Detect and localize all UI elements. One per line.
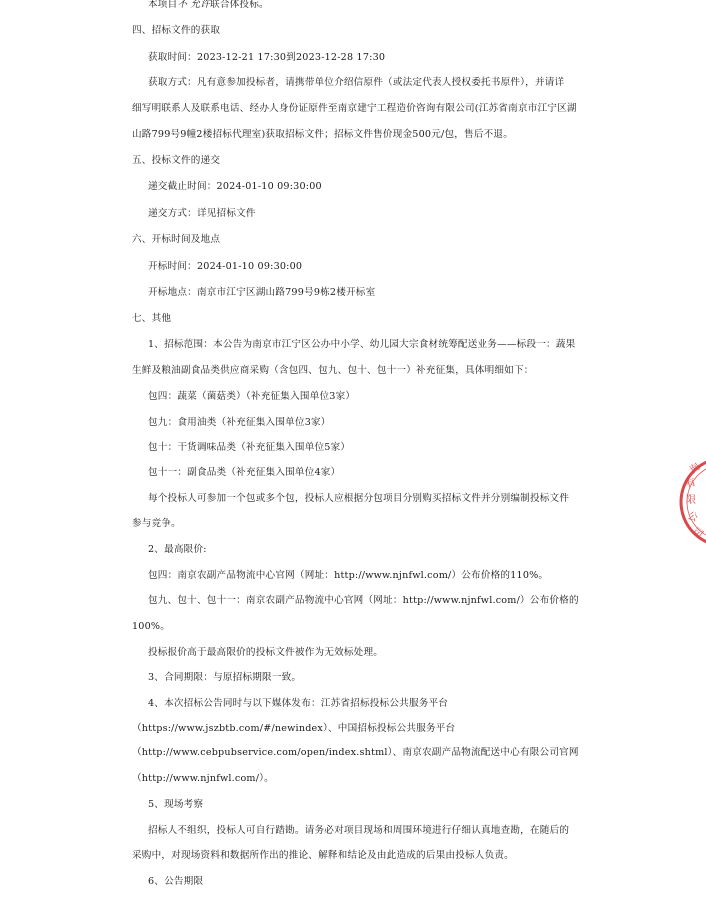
section-4-heading: 四、招标文件的获取 xyxy=(132,25,221,36)
svg-text:公: 公 xyxy=(685,510,700,525)
media-line3: （http://www.cebpubservice.com/open/index.shtml）、南京农副产品物流配送中心有限公司官网 xyxy=(132,747,579,758)
section-7-heading: 七、其他 xyxy=(132,313,172,324)
acquisition-method-line2: 细写明联系人及联系电话、经办人身份证原件至南京建宁工程造价咨询有限公司(江苏省南京市江宁区湖 xyxy=(132,103,577,114)
site-visit-line1: 招标人不组织，投标人可自行踏勘。请务必对项目现场和周围环境进行仔细认真地查勘，在随后的 xyxy=(148,825,570,836)
svg-text:询: 询 xyxy=(687,461,703,477)
package-10: 包十：干货调味品类（补充征集入围单位5家） xyxy=(148,442,351,453)
media-line1: 4、本次招标公告同时与以下媒体发布：江苏省招标投标公共服务平台 xyxy=(148,698,449,709)
package-9: 包九：食用油类（补充征集入围单位3家） xyxy=(148,417,331,428)
media-line4: （http://www.njnfwl.com/）。 xyxy=(132,773,274,784)
site-visit-heading: 5、现场考察 xyxy=(148,799,204,810)
section-6-heading: 六、开标时间及地点 xyxy=(132,234,221,245)
acquisition-time: 获取时间：2023-12-21 17:30到2023-12-28 17:30 xyxy=(148,52,386,63)
contract-term: 3、合同期限：与原招标期限一致。 xyxy=(148,672,302,683)
company-seal-stamp xyxy=(679,452,706,552)
package-4: 包四：蔬菜（菌菇类）（补充征集入围单位3家） xyxy=(148,391,356,402)
bidding-rule-line2: 参与竞争。 xyxy=(132,518,181,529)
opening-time: 开标时间：2024-01-10 09:30:00 xyxy=(148,261,303,272)
scope-line1: 1、招标范围：本公告为南京市江宁区公办中小学、幼儿园大宗食材统筹配送业务——标段一：蔬果 xyxy=(148,339,576,350)
submission-deadline: 递交截止时间：2024-01-10 09:30:00 xyxy=(148,181,322,192)
svg-text:司: 司 xyxy=(690,525,705,541)
acquisition-method-line3: 山路799号9幢2楼招标代理室)获取招标文件；招标文件售价现金500元/包，售后不退。 xyxy=(132,129,513,140)
section-5-heading: 五、投标文件的递交 xyxy=(132,155,221,166)
notice-period-heading: 6、公告期限 xyxy=(148,876,204,887)
site-visit-line2: 采购中，对现场资料和数据所作出的推论、解释和结论及由此造成的后果由投标人负责。 xyxy=(132,850,514,861)
consortium-line xyxy=(148,0,269,12)
consortium-handwritten-value: 不 允许 xyxy=(177,0,211,10)
package-11: 包十一：副食品类（补充征集入围单位4家） xyxy=(148,467,341,478)
acquisition-method-line1: 获取方式：凡有意参加投标者，请携带单位介绍信原件（或法定代表人授权委托书原件），并请详 xyxy=(148,77,565,88)
svg-text:限: 限 xyxy=(686,495,696,506)
max-price-heading: 2、最高限价: xyxy=(148,544,207,555)
seal-text xyxy=(684,461,706,541)
invalid-bid-note: 投标报价高于最高限价的投标文件被作为无效标处理。 xyxy=(148,647,384,658)
consortium-suffix: 联合体投标。 xyxy=(210,0,269,10)
opening-location: 开标地点：南京市江宁区湖山路799号9栋2楼开标室 xyxy=(148,287,376,298)
scope-line2: 生鲜及粮油副食品类供应商采购（含包四、包九、包十、包十一）补充征集，具体明细如下： xyxy=(132,365,534,376)
max-price-percent: 100%。 xyxy=(132,621,171,632)
bidding-rule-line1: 每个投标人可参加一个包或多个包，投标人应根据分包项目分别购买招标文件并分别编制投标文件 xyxy=(148,493,570,504)
submission-method: 递交方式：详见招标文件 xyxy=(148,208,256,219)
max-price-package-4: 包四：南京农副产品物流中心官网（网址：http://www.njnfwl.com/）公布价格的110%。 xyxy=(148,570,549,581)
media-line2: （https://www.jszbtb.com/#/newindex）、中国招标投标公共服务平台 xyxy=(132,723,456,734)
max-price-packages-9-10-11: 包九、包十、包十一：南京农副产品物流中心官网（网址：http://www.njnfwl.com/）公布价格的 xyxy=(148,595,579,606)
consortium-prefix: 本项目 xyxy=(148,0,178,10)
svg-text:有: 有 xyxy=(684,477,698,491)
